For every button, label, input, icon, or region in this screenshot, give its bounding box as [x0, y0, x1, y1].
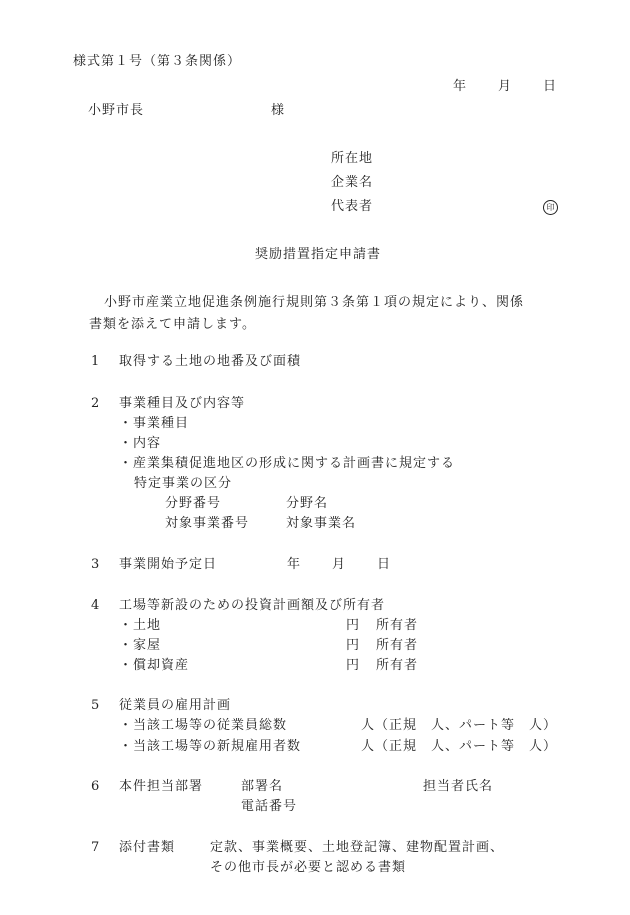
investment-row-owner: 所有者 — [376, 658, 419, 673]
field-name-label: 分野名 — [286, 496, 329, 511]
representative-label: 代表者 — [331, 199, 374, 214]
attachments-line-2: その他市長が必要と認める書類 — [210, 860, 407, 875]
target-business-number-label: 対象事業番号 — [165, 516, 250, 531]
date-year-label: 年 — [453, 79, 468, 94]
item-7-text: 添付書類 — [119, 840, 176, 855]
item-2-content: ・内容 — [119, 436, 162, 451]
item-5-number: 5 — [91, 698, 101, 713]
seal-mark: 印 — [543, 200, 558, 215]
location-label: 所在地 — [331, 151, 374, 166]
date-month-label: 月 — [498, 79, 513, 94]
target-business-name-label: 対象事業名 — [286, 516, 357, 531]
item-3-year-label: 年 — [287, 557, 302, 572]
department-name-label: 部署名 — [241, 779, 284, 794]
new-hire-detail: 人（正規 人、パート等 人） — [361, 739, 558, 754]
item-3-text: 事業開始予定日 — [119, 557, 218, 572]
item-3-month-label: 月 — [332, 557, 347, 572]
investment-row-owner: 所有者 — [376, 618, 419, 633]
employee-total-label: ・当該工場等の従業員総数 — [119, 718, 288, 733]
item-2-number: 2 — [91, 396, 101, 411]
investment-row-yen: 円 — [346, 618, 361, 633]
company-label: 企業名 — [331, 175, 374, 190]
addressee: 小野市長 — [88, 103, 145, 118]
investment-row-label: ・家屋 — [119, 638, 162, 653]
item-2-text: 事業種目及び内容等 — [119, 396, 246, 411]
form-number: 様式第１号（第３条関係） — [73, 54, 242, 69]
item-1-text: 取得する土地の地番及び面積 — [119, 354, 302, 369]
item-4-number: 4 — [91, 598, 101, 613]
item-6-text: 本件担当部署 — [119, 779, 204, 794]
new-hire-label: ・当該工場等の新規雇用者数 — [119, 739, 302, 754]
item-2-business-type: ・事業種目 — [119, 416, 190, 431]
contact-person-label: 担当者氏名 — [423, 779, 494, 794]
employee-total-detail: 人（正規 人、パート等 人） — [361, 718, 558, 733]
item-5-text: 従業員の雇用計画 — [119, 698, 232, 713]
document-title: 奨励措置指定申請書 — [255, 247, 382, 262]
item-2-plan: ・産業集積促進地区の形成に関する計画書に規定する — [119, 456, 456, 471]
field-number-label: 分野番号 — [165, 496, 222, 511]
date-day-label: 日 — [543, 79, 558, 94]
investment-row-owner: 所有者 — [376, 638, 419, 653]
item-2-plan-continued: 特定事業の区分 — [134, 476, 233, 491]
item-3-number: 3 — [91, 557, 101, 572]
item-7-number: 7 — [91, 840, 101, 855]
item-4-text: 工場等新設のための投資計画額及び所有者 — [119, 598, 386, 613]
investment-row-yen: 円 — [346, 638, 361, 653]
item-6-number: 6 — [91, 779, 101, 794]
addressee-honorific: 様 — [271, 103, 286, 118]
investment-row-yen: 円 — [346, 658, 361, 673]
investment-row-label: ・土地 — [119, 618, 162, 633]
item-1-number: 1 — [91, 354, 101, 369]
item-3-day-label: 日 — [377, 557, 392, 572]
phone-number-label: 電話番号 — [241, 799, 298, 814]
investment-row-label: ・償却資産 — [119, 658, 190, 673]
intro-line-1: 小野市産業立地促進条例施行規則第３条第１項の規定により、関係 — [104, 295, 525, 310]
intro-line-2: 書類を添えて申請します。 — [89, 317, 256, 332]
attachments-line-1: 定款、事業概要、土地登記簿、建物配置計画、 — [210, 840, 505, 855]
